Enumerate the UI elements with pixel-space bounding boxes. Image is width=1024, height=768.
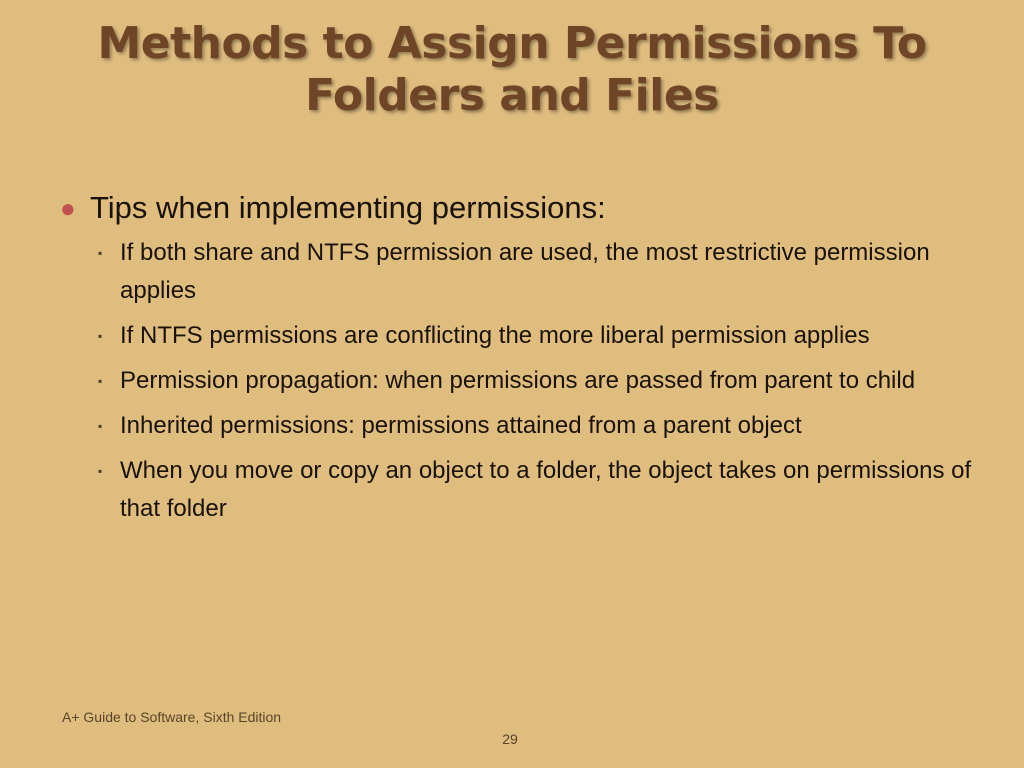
- sub-bullet-text: Inherited permissions: permissions attained from a parent object: [120, 412, 802, 439]
- sub-bullet-text: If NTFS permissions are conflicting the more liberal permission applies: [120, 322, 870, 349]
- sub-bullet-item: [98, 234, 980, 310]
- square-bullet-icon: ▪: [98, 329, 103, 343]
- sub-bullet-item: [98, 317, 980, 355]
- sub-bullet-item: [98, 452, 980, 528]
- round-bullet-icon: ●: [60, 193, 76, 223]
- slide-title-line-1: Methods to Assign Permissions To: [97, 18, 927, 69]
- sub-bullet-text: When you move or copy an object to a folder, the object takes on permissions of that folder: [120, 457, 972, 522]
- sub-bullet-item: [98, 362, 980, 400]
- page-number: 29: [502, 731, 518, 747]
- slide-title-line-2: Folders and Files: [305, 70, 719, 121]
- sub-bullet-text: If both share and NTFS permission are used, the most restrictive permission applies: [120, 239, 930, 304]
- sub-bullet-list: [60, 234, 980, 528]
- square-bullet-icon: ▪: [98, 464, 103, 478]
- slide-title: [40, 18, 984, 122]
- main-bullet-text: Tips when implementing permissions:: [90, 190, 606, 225]
- sub-bullet-text: Permission propagation: when permissions are passed from parent to child: [120, 367, 916, 394]
- footer-text: A+ Guide to Software, Sixth Edition: [62, 709, 282, 725]
- square-bullet-icon: ▪: [98, 374, 103, 388]
- sub-bullet-item: [98, 407, 980, 445]
- main-bullet-item: [60, 188, 980, 228]
- slide-content: [60, 188, 980, 535]
- square-bullet-icon: ▪: [98, 419, 103, 433]
- square-bullet-icon: ▪: [98, 246, 103, 260]
